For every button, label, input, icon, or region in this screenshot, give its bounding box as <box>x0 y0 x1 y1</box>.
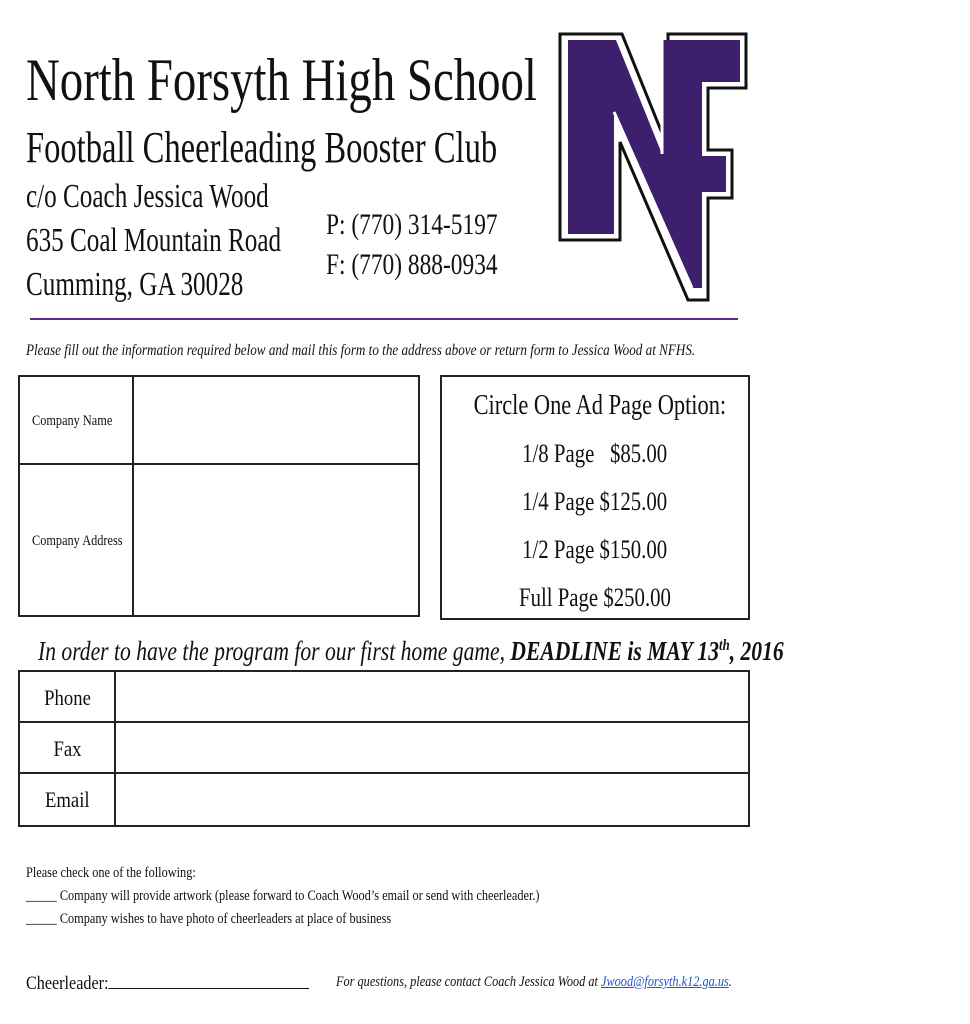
questions-note: For questions, please contact Coach Jessica Wood at Jwood@forsyth.k12.ga.us. <box>336 974 732 990</box>
ad-option-quarter-page[interactable]: 1/4 Page $125.00 <box>522 487 668 516</box>
company-name-field[interactable] <box>136 377 418 463</box>
company-name-label: Company Name <box>20 377 134 463</box>
deadline-date: DEADLINE is MAY 13th, 2016 <box>510 636 784 666</box>
fax-row <box>20 723 748 774</box>
fax-number: F: (770) 888-0934 <box>326 248 498 281</box>
address-line-1: c/o Coach Jessica Wood <box>26 178 269 215</box>
company-name-row <box>20 377 418 465</box>
ad-option-full-page[interactable]: Full Page $250.00 <box>519 583 671 612</box>
club-name: Football Cheerleading Booster Club <box>26 123 498 172</box>
email-field[interactable] <box>118 774 748 825</box>
company-address-row <box>20 465 418 615</box>
coach-email-link[interactable]: Jwood@forsyth.k12.ga.us <box>600 974 729 990</box>
cheerleader-field[interactable] <box>109 970 310 989</box>
ad-option-eighth-page[interactable]: 1/8 Page $85.00 <box>522 439 668 468</box>
email-row <box>20 774 748 825</box>
ad-options-box <box>440 375 750 620</box>
checklist-heading: Please check one of the following: <box>26 865 196 881</box>
nf-logo-icon <box>556 30 752 306</box>
instructions-text: Please fill out the information required below and mail this form to the address above or return form to Jessica Wood at NFHS. <box>26 342 696 359</box>
company-address-label: Company Address <box>20 465 134 615</box>
company-info-box <box>18 375 420 617</box>
phone-label: Phone <box>20 672 116 721</box>
address-line-2: 635 Coal Mountain Road <box>26 222 282 259</box>
cheerleader-label: Cheerleader: <box>26 973 109 994</box>
phone-field[interactable] <box>118 672 748 721</box>
address-line-3: Cumming, GA 30028 <box>26 266 244 303</box>
school-name: North Forsyth High School <box>26 47 537 113</box>
checklist-item-artwork[interactable]: _____ Company will provide artwork (please forward to Coach Wood’s email or send with cheerleader.) <box>26 888 540 904</box>
fax-field[interactable] <box>118 723 748 772</box>
ad-options-title: Circle One Ad Page Option: <box>473 390 727 421</box>
email-label: Email <box>20 774 116 825</box>
company-address-field[interactable] <box>136 465 418 615</box>
checklist-item-photo[interactable]: _____ Company wishes to have photo of cheerleaders at place of business <box>26 911 392 927</box>
fax-label: Fax <box>20 723 116 772</box>
deadline-notice: In order to have the program for our first home game, DEADLINE is MAY 13th, 2016 <box>38 636 784 666</box>
cheerleader-signature <box>26 970 359 996</box>
phone-row <box>20 672 748 723</box>
header-divider <box>30 318 738 320</box>
ad-option-half-page[interactable]: 1/2 Page $150.00 <box>522 535 668 564</box>
contact-info-box <box>18 670 750 827</box>
phone-number: P: (770) 314-5197 <box>326 208 498 241</box>
